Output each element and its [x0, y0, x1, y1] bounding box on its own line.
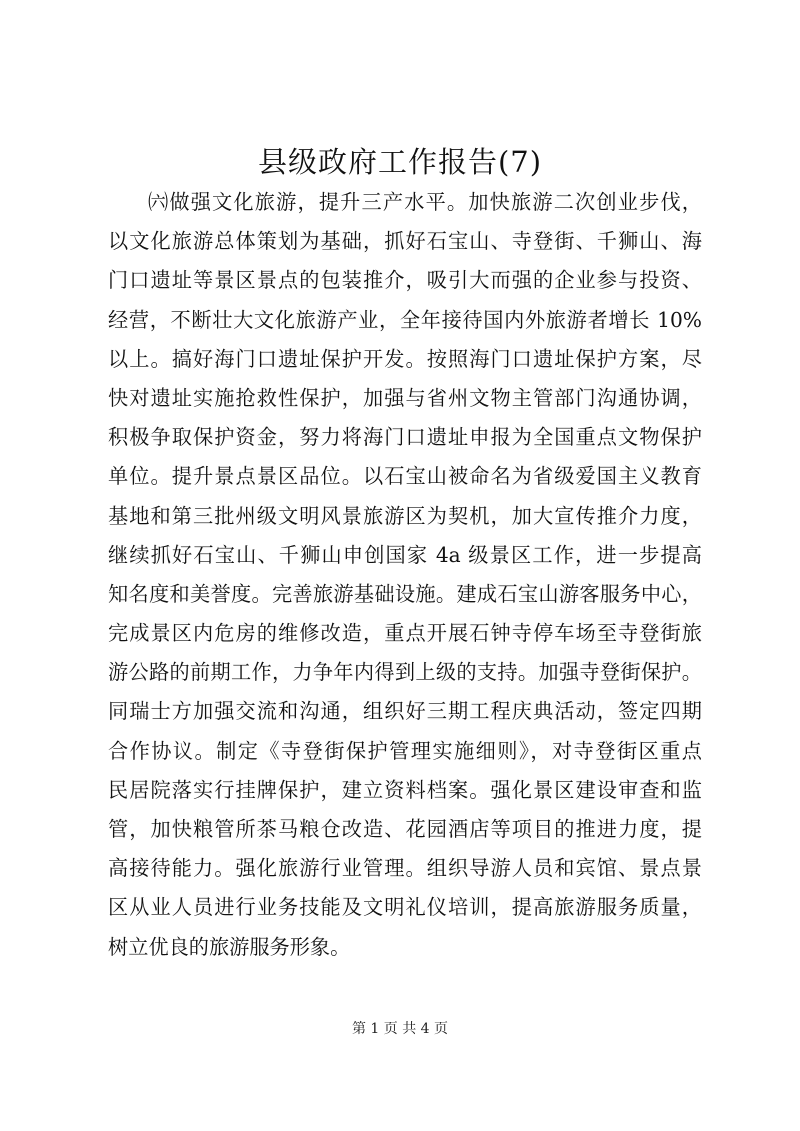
paragraph-line: 门口遗址等景区景点的包装推介，吸引大而强的企业参与投资、	[108, 268, 702, 293]
paragraph-line: 经营，不断壮大文化旅游产业，全年接待国内外旅游者增长 10%	[108, 307, 702, 332]
paragraph-line: 合作协议。制定《寺登街保护管理实施细则》，对寺登街区重点	[108, 738, 702, 763]
paragraph-line: 同瑞士方加强交流和沟通，组织好三期工程庆典活动，签定四期	[108, 699, 702, 724]
paragraph-line: 知名度和美誉度。完善旅游基础设施。建成石宝山游客服务中心，	[108, 581, 702, 606]
paragraph-line: 区从业人员进行业务技能及文明礼仪培训，提高旅游服务质量，	[108, 895, 702, 920]
paragraph-line: 单位。提升景点景区品位。以石宝山被命名为省级爱国主义教育	[108, 464, 702, 489]
paragraph-line: 完成景区内危房的维修改造，重点开展石钟寺停车场至寺登街旅	[108, 621, 702, 646]
paragraph-line: 游公路的前期工作，力争年内得到上级的支持。加强寺登街保护。	[108, 660, 702, 685]
paragraph-line: 高接待能力。强化旅游行业管理。组织导游人员和宾馆、景点景	[108, 856, 702, 881]
document-body	[108, 183, 702, 967]
paragraph-line: 以上。搞好海门口遗址保护开发。按照海门口遗址保护方案，尽	[108, 346, 702, 371]
paragraph-line: 积极争取保护资金，努力将海门口遗址申报为全国重点文物保护	[108, 425, 702, 450]
document-title: 县级政府工作报告(7)	[257, 145, 543, 179]
page-footer: 第 1 页 共 4 页	[351, 1021, 449, 1037]
paragraph-line: 以文化旅游总体策划为基础，抓好石宝山、寺登街、千狮山、海	[108, 229, 702, 254]
paragraph-line: 基地和第三批州级文明风景旅游区为契机，加大宣传推介力度，	[108, 503, 702, 528]
paragraph-line: 快对遗址实施抢救性保护，加强与省州文物主管部门沟通协调，	[108, 385, 702, 410]
paragraph-line: 树立优良的旅游服务形象。	[108, 934, 351, 959]
paragraph-line: ㈥做强文化旅游，提升三产水平。加快旅游二次创业步伐，	[148, 190, 702, 214]
paragraph-line: 管，加快粮管所茶马粮仓改造、花园酒店等项目的推进力度，提	[108, 817, 702, 841]
paragraph-line: 民居院落实行挂牌保护，建立资料档案。强化景区建设审查和监	[108, 777, 702, 802]
paragraph-line: 继续抓好石宝山、千狮山申创国家 4a 级景区工作，进一步提高	[108, 542, 702, 567]
